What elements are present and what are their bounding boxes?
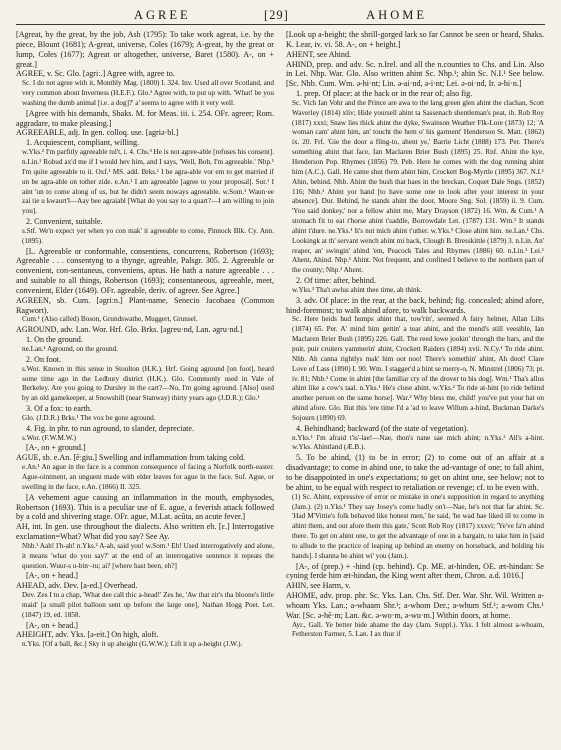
- entry-paragraph: 1. prep. Of place: at the back or in the rear of; also fig.: [296, 89, 473, 99]
- citation-paragraph: Sc. Here heids hud humps ahint that, tow'rin', seemed A fairy helmet, Allan Lilts (1874) 65. Per. A' mind him gettin' a tear ahint, and the mend's still veesible, Ian Maclaren Brier Bush (1895) 226. Gall. The reed lowe jookin' through the bars, and the puir, puir cruiters yammerin' ahint, Crockett Raiders (1894) xvii. N.Cy.¹ To ride ahint. Nhb. Ah canna rightlys mak' him oot noo! There's somethin' ahint, Ah doot! Clare Love of Lass (1890) I. 90. Wm. I stagger'd a hint se merry-o, N. Minstrel (1806) 73; pt. iv. 81; Nhb.¹ Come in ahint [the familiar cry of the drover to his dog]. Wm.¹ Tha's allus ahint like a cow's taal. n.Yks.¹ He's close ahint. w.Yks.² To ride at-hint [to ride behind another person on the same horse]. War.² Why bless me, child! you've put your hat on ahind afore. Glo. But this 'ere time I'd a 'ad to leave Willum a-hind, Buckman Darke's Sojourn (1890) 69.: [292, 315, 544, 422]
- entry-headword-paragraph: AHIN, see Harm, v.: [286, 581, 351, 591]
- entry-paragraph: 1. Acquiescent, compliant, willing.: [26, 138, 140, 148]
- entry-headword-paragraph: AGUE, sb. e.An. [ēːgiu.] Swelling and inflammation from taking cold.: [16, 453, 246, 463]
- citation-paragraph: Dev. Zes I tu a chap, 'What dee call thic a-head!' Zes he, 'Aw that zir's tha bloone's little maid' [a small pilot balloon sent up before the large one], Nathan Hogg Poet. Let. (1847) 19, ed. 1858.: [22, 591, 274, 619]
- citation-paragraph: Sc. Vich Ian Vohr and the Prince are awa to the lang green glen ahint the clachan, Scott Waverley (1814) xliv; Hide yoursell ahint ta Sassenach shentleman's peat, ib. Rob Roy (1817) xxxi; Snaw lies thick ahint the dyke, Swainson Weather Flk-Lore (1873) 12; 'A woman cam' ahint him, an' toucht the hem o' his garment' Henderson St. Matt. (1862) ix. 20. Frf. 'Gie the door a fling-to, ahent ye,' Barrie Licht (1888) 173. Per. There's something ahint that face, Ian Maclaren Brier Bush (1895) 25. Rnf. Ahint the kye, Henderson Pop. Rhymes (1856) 79. Peb. Here he comes with the dog running ahint him (A.C.). Gall. He came shut them ahint him, Crockett Bog-Myrtle (1895) 367. N.I.¹ Ahin, behind. Nhb. Ahint the bush that haes in the breckan, Coquet Dale Sngs. (1852) 116; Nhb.¹ Ahint yor hand [to have some one to look after your interest in your absence]. Dur. Behind, he stands ahint the door, Moore Sng. Sol. (1859) ii. 9. Cum. 'You said donkey,' nor a fellow ahint me, Mary Drayson (1872) 16. Wm. & Cum.¹ A stomach fit to eat t'horse ahint t'saddle, Borrowdale Let. (1787) 131. Wm.¹ It stands ahint t'dure. ne.Yks.¹ It's nut mich ahint t'uther. w.Yks.⁵ Close ahint him. ne.Lan.¹ Chs. Lookingk at th' servant wench ahint mi back, Clough B. Bresskittle (1879) 3. n.Lin. An' reaper, an' swingin' ahind 'em, Peacock Tales and Rhymes (1886) 60. n.Lin.¹ Lei.¹ Ahent, Ahind. Nhp.¹ Ahint. Not frequent, and confined I believe to the northern part of the county; Nhp.² Ahent.: [292, 98, 544, 275]
- citation-paragraph: s.Wor. (F.W.M.W.): [22, 433, 77, 442]
- citation-paragraph: n.Yks. [Of a ball, &c.] Sky it up aheight (G.W.W.); Lift it up a-height (J.W.).: [22, 640, 243, 649]
- entry-paragraph: [A vehement ague causing an inflammation in the mouth, emphysodes, Robertson (1693). This is a peculiar use of E. ague, a feverish attack followed by a cold and shivering stage. OFr. ague, M.Lat. acūta, an acute fever.]: [16, 492, 274, 522]
- citation-paragraph: Nhb.¹ Aah! I'h-ah! n.Yks.² A-ah, said you! w.Som.¹ Eh! Used interrogatively and alone, it means 'what do you say?' at the end of an interrogative sentence it repeats the question. Wuur-s u-bin·-tu; ai? [where hast been, eh?]: [22, 541, 274, 570]
- entry-headword-paragraph: AHOME, adv. prop. phr. Sc. Yks. Lan. Chs. Stf. Der. War. Shr. Wil. Written a-whoam Yks. Lan.; a-whaam Shr.¹; a-whom Der.; a-whum Stf.¹; a-wom Chs.¹ War. [Sc. ə-hē·m; Lan. &c. ə-wo·m, ə-wu·m.] Within doors, at home.: [286, 591, 544, 620]
- citation-paragraph: Cum.¹ (Also called) Boson, Grundswathe, Muggert, Grunsel.: [22, 315, 198, 324]
- citation-paragraph: Glo. (J.D.R.) Brks.¹ The vox be gone aground.: [22, 413, 156, 422]
- citation-paragraph: s.Stf. We'n expect yer when yo con mak' it agreeable to come, Pinnock Blk. Cy. Ann. (1895).: [22, 226, 274, 245]
- entry-headword-paragraph: AH, int. In gen. use throughout the dialects. Also written eh. [ɛ.] Interrogative exclamation=What? What did you say? See Ay.: [16, 522, 274, 542]
- running-head: [16, 6, 545, 26]
- entry-paragraph: [Look up a-height; the shrill-gorged lark so far Cannot be seen or heard, Shaks. K. Lear, iv. vi. 58. A-, on + height.]: [286, 30, 544, 49]
- entry-paragraph: 2. Convenient, suitable.: [26, 217, 103, 227]
- entry-paragraph: [A-, on + head.]: [26, 571, 78, 581]
- entry-paragraph: 5. To be ahind, (1) to be in error; (2) to come out of an affair at a disadvantage; to come in ahind one, to take the ad-vantage of one; to fall ahint, to be disappointed in one's expectations; to get on ahint one, see below; not to be ahint, to be equal with respect to retaliation or revenge; cf. to be even with.: [286, 453, 544, 492]
- citation-paragraph: s.Wor. Known in this sense in Stoulton (H.K.). Hrf. Going aground [on foot], heard some time ago in the Ledbury district (H.K.). Glo. Commonly used in Vale of Berkeley. Are you going to Dursley in the cart?—No, I'm going aground. [Also] used by an old gamekeeper, at Snowshill (near Stanway) thirty years ago (J.D.R.); Glo.¹: [22, 364, 274, 403]
- entry-paragraph: 2. Of time: after, behind.: [296, 276, 376, 286]
- entry-headword-paragraph: AGREE, v. Sc. Glo. [əgriː.] Agree with, agree to.: [16, 69, 175, 79]
- citation-paragraph: n.Yks.¹ I'm afraid t'is'-lae!—Nae, thon's nane sae mich ahint; n.Yks.² All's a-hint. w.Yks. Ahintland (Æ.B.).: [292, 433, 544, 452]
- entry-paragraph: 1. On the ground.: [26, 335, 83, 345]
- entry-paragraph: 4. Fig. in phr. to run aground, to slander, depreciate.: [26, 423, 195, 433]
- page-number: [29]: [264, 8, 289, 22]
- citation-paragraph: e.An.¹ An ague in the face is a common consequence of facing a Norfolk north-easter. Ague-ointment, an unguent made with elder leaves for ague in the face. Suf. Ague, or swelling in the face, e.An. (1866) II. 325.: [22, 463, 274, 491]
- entry-headword-paragraph: AGROUND, adv. Lan. Wor. Hrf. Glo. Brks. [əgreu·nd, Lan. əgru·nd.]: [16, 325, 243, 335]
- entry-headword-paragraph: AHEIGHT, adv. Yks. [ə-eit.] On high, aloft.: [16, 630, 159, 640]
- citation-paragraph: ne.Lan.¹ Aground, on the ground.: [22, 345, 118, 353]
- entry-paragraph: 3. Of a fox: to earth.: [26, 404, 92, 414]
- citation-paragraph: Sc. I do not agree with it, Monthly Mag. (1800) I. 324. Inv. Used all over Scotland, and very common about Inverness (H.E.F.). Glo.¹ Agree with, to put up with. 'What! be you washing the dumb animal [i.e. a dog]?' a' seems to agree with it very well.: [22, 79, 274, 107]
- citation-paragraph: (1) Sc. Ahint, expressive of error or mistake in one's supposition in regard to anything (Jam.). (2) n.Yks.¹ They say Josey's come badly on't—Nae, he's not that far ahint. Sc. 'Had M'Vittie's folk behaved like honest men,' he said, 'he wad hae liked ill to come in ahint them, and out afore them this gate,' Scott Rob Roy (1817) xxxvi; 'Ye've fa'n ahind there. To get on ahint one, to get the advantage of one in a bargain, to take him in [said to allude to the practice of leaping up behind an enemy on horseback, and holding his hands]. I shanna be ahint wi' you (Jam.).: [292, 492, 544, 560]
- entry-paragraph: [A-, on + ground.]: [26, 443, 86, 453]
- running-head-right: AHOME: [366, 8, 427, 22]
- citation-paragraph: Ayr., Gall. Ye better bide ahame the day (Jam. Suppl.). Yks. I felt almost a-whoam, Fetherston Farmer, 5. Lan. I ax thur if: [292, 620, 544, 639]
- entry-paragraph: [A-, on + head.]: [26, 620, 78, 630]
- citation-paragraph: w.Yks.² I'm parfitly agreeable tul't, i. 4. Chs.³ He is not agree-able [refuses his consent]. n.Lin.¹ Robud ax'd me if I would hev him, and I says, 'Well, Bob, I'm agreeable.' Nhp.¹ I'm quite agreeable to it. Oxf.¹ MS. add. Brks.¹ I be agra-able vor em to get married if un be agra-able on tother zide. e.An.¹ I am agreeable [agree to your proposal]. Sur.¹ I aint 'un to come along of us, but he didn't seem noways agreeable. w.Som.¹ Waun·ee zai tie u kwaurt'l—Aay bee agraiabl [What do you say to a quart?—I am willing to join you].: [22, 148, 274, 216]
- entry-headword-paragraph: AHIND, prep. and adv. Sc. n.Irel. and all the n.counties to Chs. and Lin. Also in Lei. Nhp. War. Glo. Also written ahint Sc. Nhp.¹; ahin Sc. N.I.¹ See below. [Sc. Nhb. Cum. Wm. ə-hi·nt; Lin. ə-ai·nd, ə-i·nt; Lei. ə-oi·nd, Ir. ə-hi·n.]: [286, 59, 544, 89]
- entry-headword-paragraph: AHEAD, adv. Dev. [a-ed.] Overhead.: [16, 581, 138, 591]
- right-column: [286, 30, 544, 742]
- entry-paragraph: [L. Agreeable or conformable, consentiens, concurrens, Robertson (1693); Agreeable . . . consentyng to a thynge, agreable, Palsgr. 305. 2. Agreeable or convenient, con-sentaneus, conveniens, aptus. He hath a nature agreeable . . . and suitable to all things, Robertson (1693); consentaneous, agreeable, meet, convenient, Elder (1649). OFr. agreable, deriv. of agreer. See Agree.]: [16, 246, 274, 295]
- citation-paragraph: w.Yks.³ Tha't awlus ahint thee time, ah think.: [292, 285, 423, 294]
- entry-paragraph: 4. Behindhand; backward (of the state of vegetation).: [296, 423, 469, 433]
- running-head-left: AGREE: [134, 8, 191, 22]
- entry-paragraph: 2. On foot.: [26, 354, 62, 364]
- entry-paragraph: [Agreat, by the great, by the job, Ash (1795): To take work agreat, i.e. by the piece, Blount (1681); A-great, universe, Coles (1679); A-great, by the great or lump, Coles (1677); Agreat or altogether, universe, Baret (1580). A-, on + great.]: [16, 30, 274, 69]
- entry-paragraph: [Agree with his demands, Shaks. M. for Meas. iii. i. 254. OFr. agreer; Rom. aggradare, to make pleasing.]: [16, 108, 274, 128]
- entry-paragraph: 3. adv. Of place: in the rear, at the back, behind; fig. concealed; ahind afore, hind-foremost; to walk ahind afore, to walk backwards.: [286, 295, 544, 315]
- entry-paragraph: [A-, of (prep.) + -hind (cp. behind). Cp. ME. at-hinden, OE. æt-hindan: Se cyning ferde him æt-hindan, the King went after them, Chron. a.d. 1016.]: [286, 561, 544, 581]
- left-column: [16, 30, 274, 742]
- header-rule: [16, 24, 545, 25]
- entry-headword-paragraph: AGREEN, sb. Cum. [əgriːn.] Plant-name, Senecio Jacobaea (Common Ragwort).: [16, 295, 274, 315]
- entry-headword-paragraph: AGREEABLE, adj. In gen. colloq. use. [agriə·bl.]: [16, 128, 179, 138]
- entry-headword-paragraph: AHENT, see Ahind.: [286, 49, 352, 59]
